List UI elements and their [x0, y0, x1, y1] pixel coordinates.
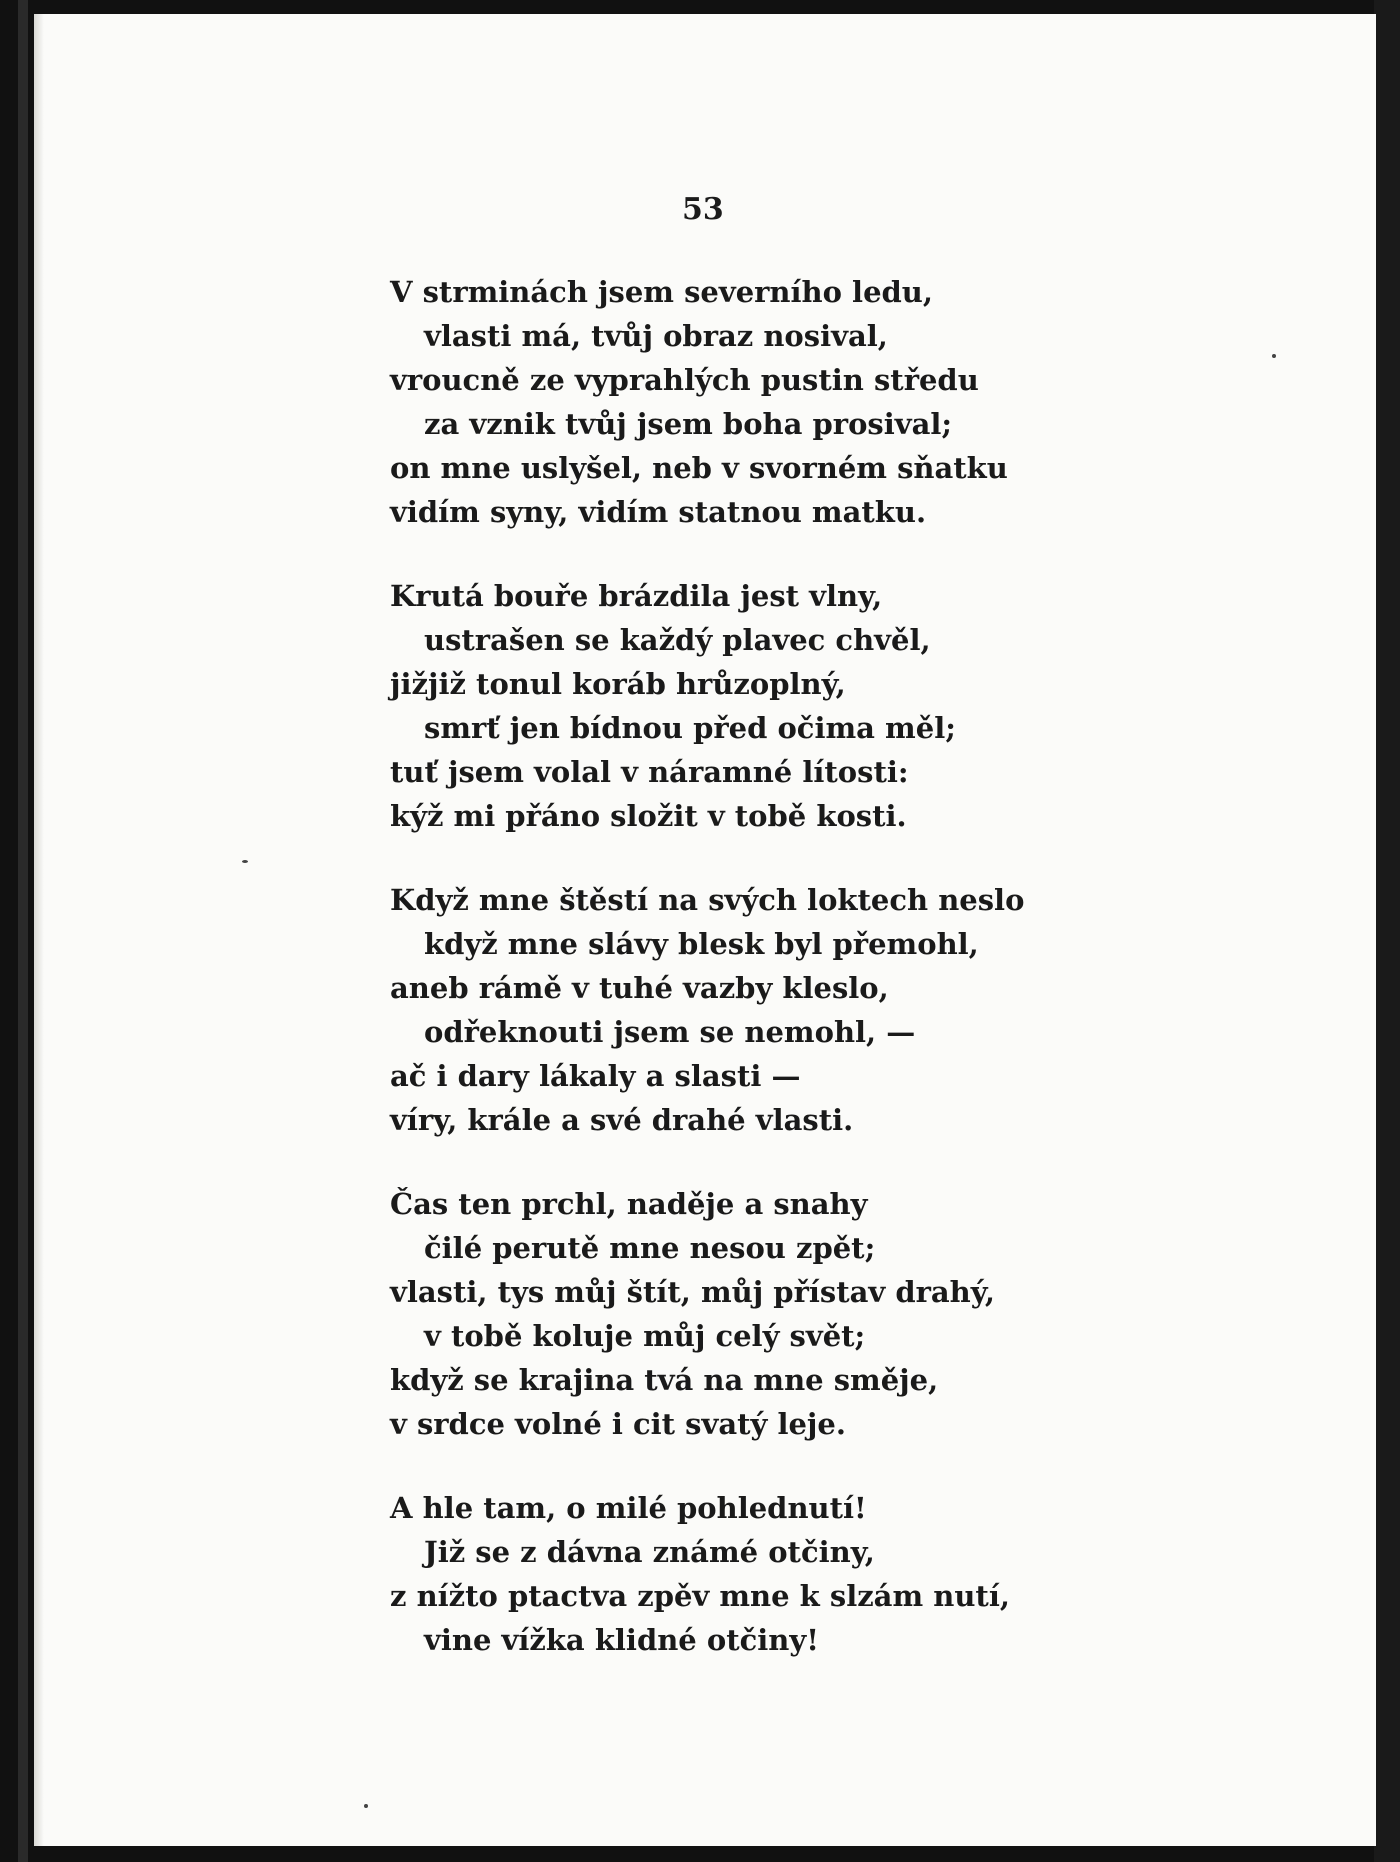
verse-line: Krutá bouře brázdila jest vlny,: [390, 579, 883, 613]
verse-line: A hle tam, o milé pohlednutí!: [390, 1491, 867, 1525]
paper-speck: [364, 1804, 368, 1808]
verse-line: on mne uslyšel, neb v svorném sňatku: [390, 451, 1008, 485]
poem: [390, 270, 1025, 1702]
verse-line: vroucně ze vyprahlých pustin středu: [390, 363, 979, 397]
verse-line: smrť jen bídnou před očima měl;: [424, 711, 956, 745]
verse-line: Když mne štěstí na svých loktech neslo: [390, 883, 1025, 917]
paper-speck: [242, 860, 248, 863]
stanza-1: [390, 270, 1010, 534]
page-number: 53: [682, 192, 724, 227]
verse-line: ustrašen se každý plavec chvěl,: [424, 623, 931, 657]
verse-line: Již se z dávna známé otčiny,: [424, 1535, 875, 1569]
verse-line: vine vížka klidné otčiny!: [424, 1623, 819, 1657]
verse-line: odřeknouti jsem se nemohl, —: [424, 1015, 916, 1049]
verse-line: kýž mi přáno složit v tobě kosti.: [390, 799, 907, 833]
verse-line: v tobě koluje můj celý svět;: [424, 1319, 866, 1353]
verse-line: z nížto ptactva zpěv mne k slzám nutí,: [390, 1579, 1010, 1613]
scan-right-border: [1374, 0, 1400, 1862]
stanza-3: [390, 878, 1025, 1142]
verse-line: V strminách jsem severního ledu,: [390, 275, 933, 309]
verse-line: ač i dary lákaly a slasti —: [390, 1059, 801, 1093]
verse-line: vlasti, tys můj štít, můj přístav drahý,: [390, 1275, 995, 1309]
book-spine-edge: [18, 0, 28, 1862]
verse-line: víry, krále a své drahé vlasti.: [390, 1103, 854, 1137]
verse-line: za vznik tvůj jsem boha prosival;: [424, 407, 953, 441]
verse-line: aneb rámě v tuhé vazby kleslo,: [390, 971, 889, 1005]
verse-line: když se krajina tvá na mne směje,: [390, 1363, 939, 1397]
stanza-2: [390, 574, 1010, 838]
book-page: [34, 14, 1376, 1846]
paper-speck: [1272, 354, 1276, 358]
verse-line: vidím syny, vidím statnou matku.: [390, 495, 927, 529]
verse-line: v srdce volné i cit svatý leje.: [390, 1407, 846, 1441]
stanza-5: [390, 1486, 1010, 1662]
verse-line: když mne slávy blesk byl přemohl,: [424, 927, 979, 961]
verse-line: jižjiž tonul koráb hrůzoplný,: [390, 667, 846, 701]
verse-line: tuť jsem volal v náramné lítosti:: [390, 755, 909, 789]
verse-line: Čas ten prchl, naděje a snahy: [390, 1187, 868, 1221]
verse-line: čilé perutě mne nesou zpět;: [424, 1231, 876, 1265]
stanza-4: [390, 1182, 1010, 1446]
verse-line: vlasti má, tvůj obraz nosival,: [424, 319, 888, 353]
